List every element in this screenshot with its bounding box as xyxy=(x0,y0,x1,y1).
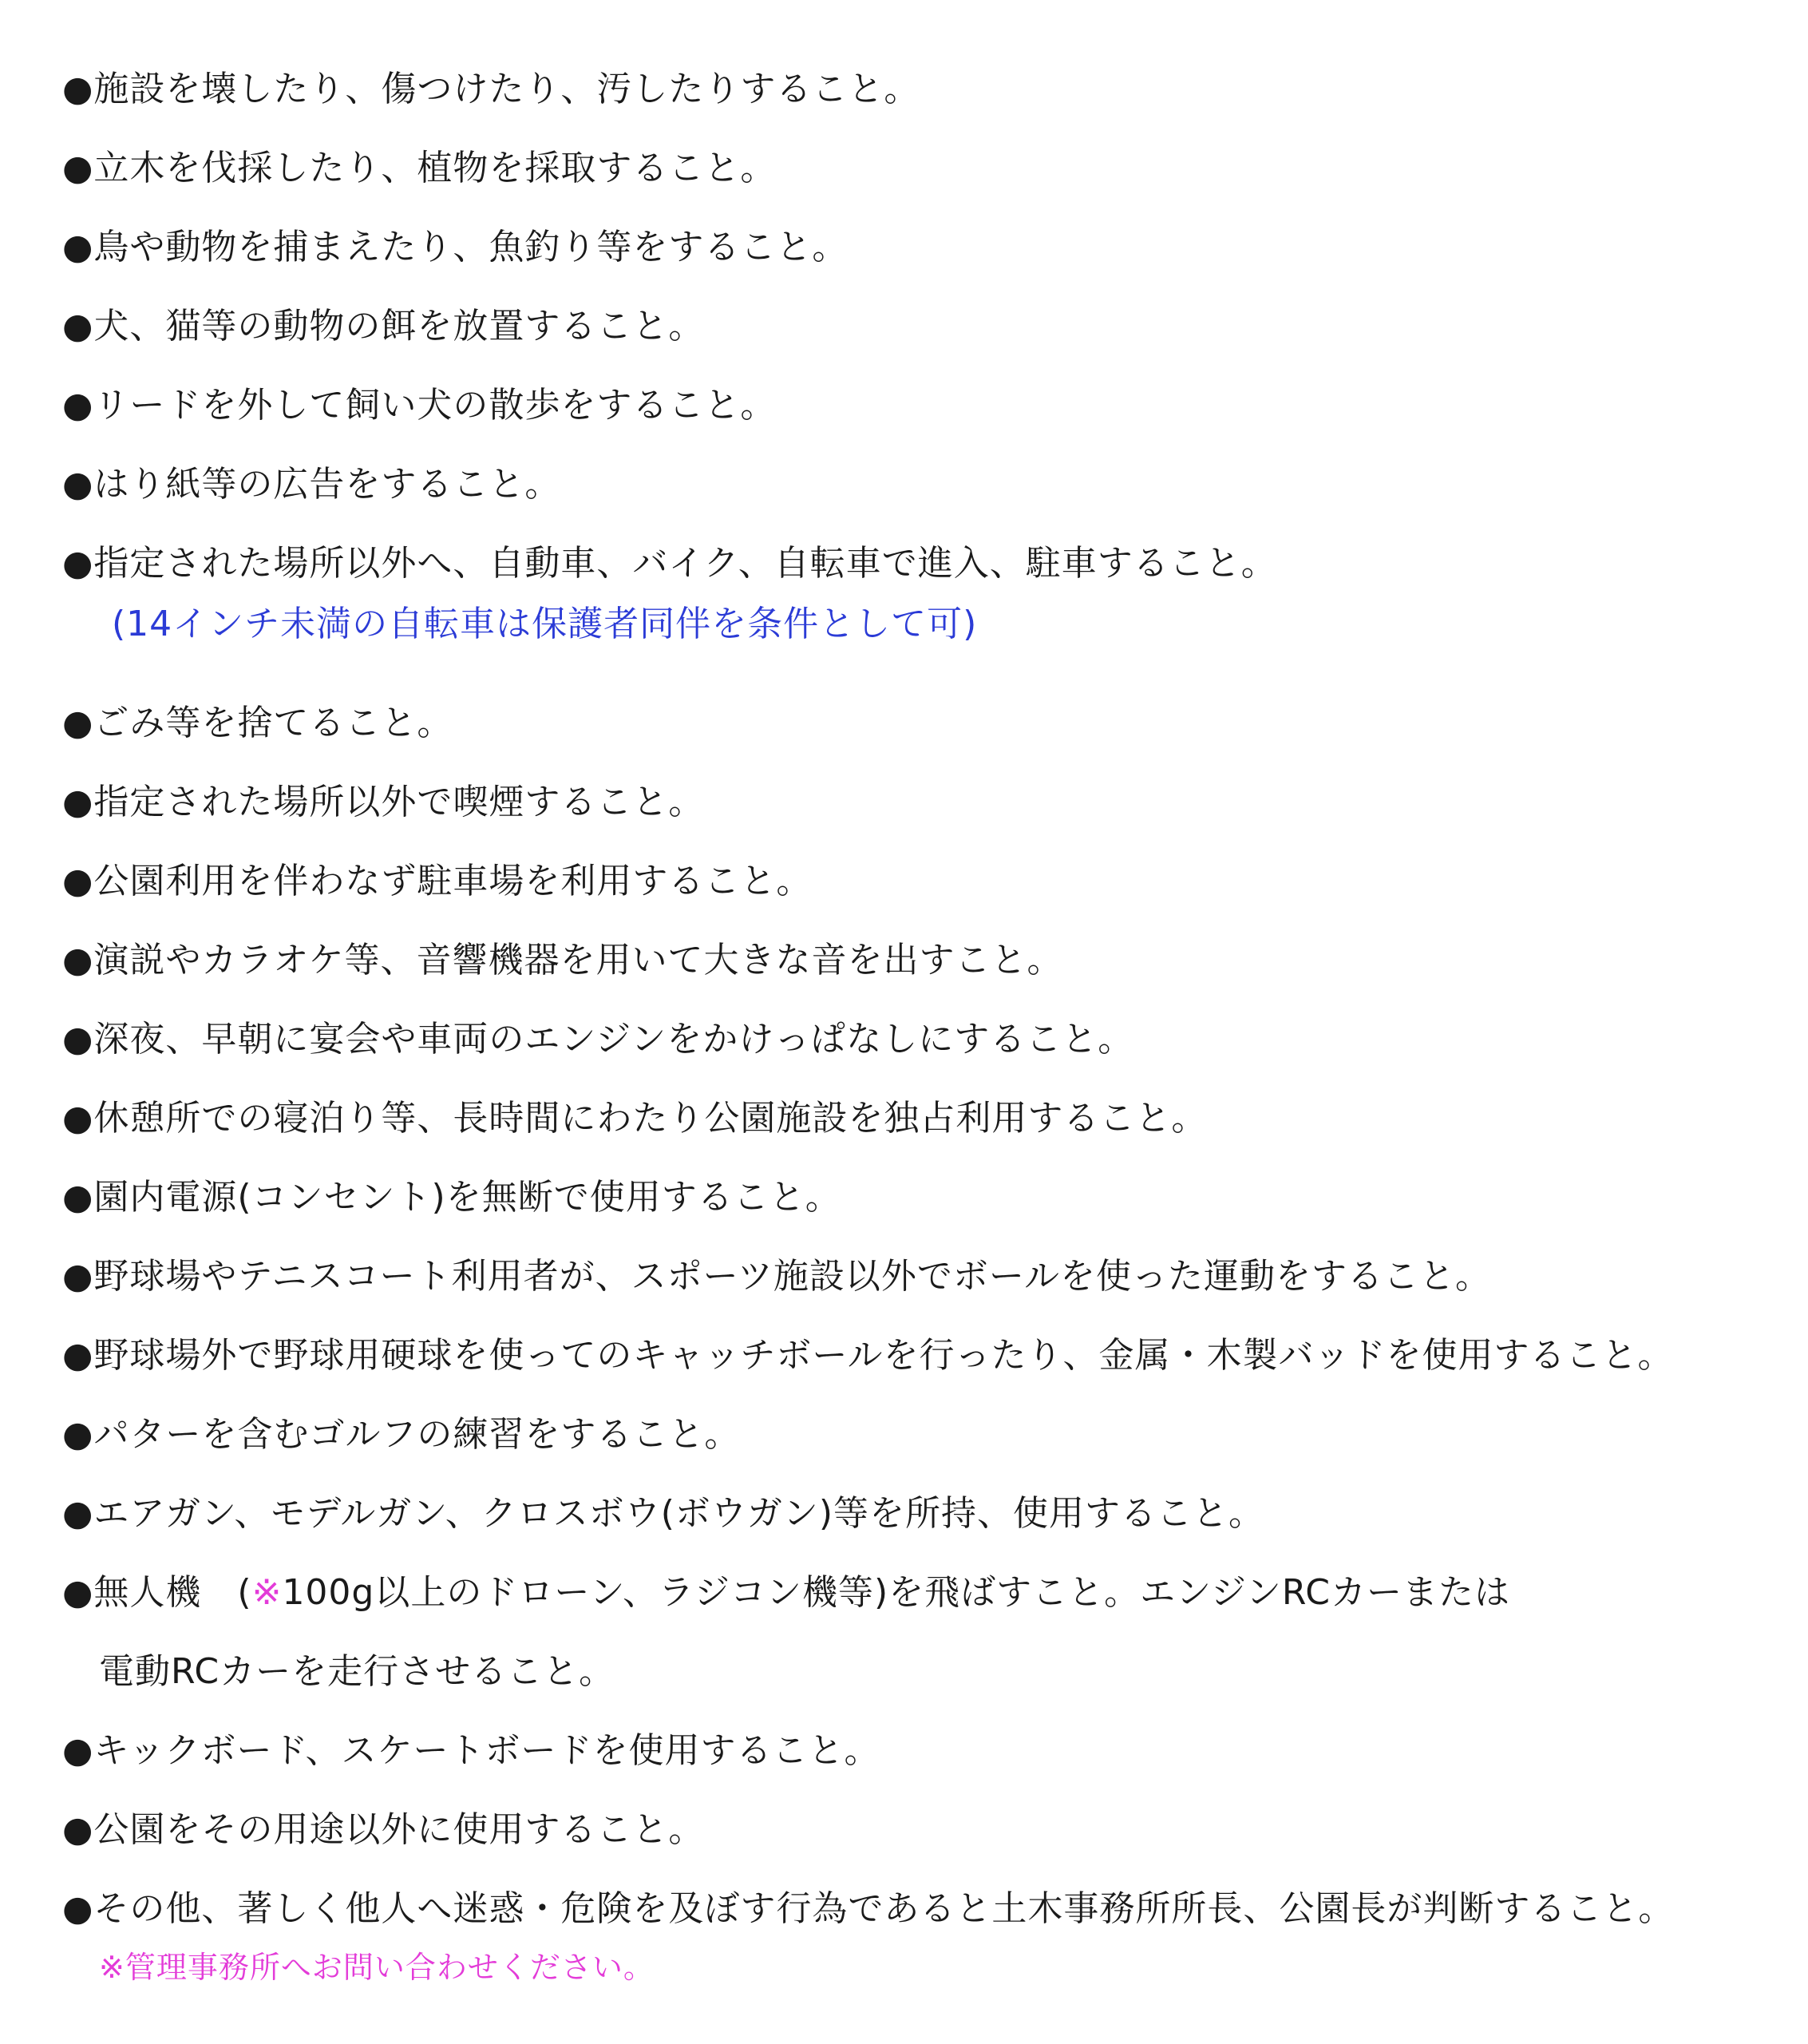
rule-item: ●パターを含むゴルフの練習をすること。 xyxy=(62,1414,741,1455)
rule-item: ●園内電源(コンセント)を無断で使用すること。 xyxy=(62,1177,841,1218)
rule-item: ●指定された場所以外へ、自動車、バイク、自転車で進入、駐車すること。 xyxy=(62,543,1277,584)
footnote: ※管理事務所へお問い合わせください。 xyxy=(99,1950,655,1985)
rule-item: ●施設を壊したり、傷つけたり、汚したりすること。 xyxy=(62,69,920,109)
rule-item: ●野球場やテニスコート利用者が、スポーツ施設以外でボールを使った運動をすること。 xyxy=(62,1256,1491,1297)
bicycle-note: (14インチ未満の自転車は保護者同伴を条件として可) xyxy=(112,604,978,644)
drone-rule xyxy=(62,1569,1510,1617)
drone-rule-text: 100g以上のドローン、ラジコン機等)を飛ばすこと。エンジンRCカーまたは xyxy=(282,1572,1511,1613)
rule-item: ●はり紙等の広告をすること。 xyxy=(62,464,561,505)
rule-item: ●公園利用を伴わなず駐車場を利用すること。 xyxy=(62,861,813,901)
drone-rule-continuation: 電動RCカーを走行させること。 xyxy=(99,1651,615,1692)
rule-item: ●公園をその用途以外に使用すること。 xyxy=(62,1809,705,1850)
drone-rule-prefix: ●無人機 ( xyxy=(62,1572,252,1613)
rule-item: ●キックボード、スケートボードを使用すること。 xyxy=(62,1730,880,1771)
rule-item: ●鳥や動物を捕まえたり、魚釣り等をすること。 xyxy=(62,227,849,267)
rule-item: ●立木を伐採したり、植物を採取すること。 xyxy=(62,148,777,188)
rule-item: ●ごみ等を捨てること。 xyxy=(62,703,453,743)
rule-item: ●指定された場所以外で喫煙すること。 xyxy=(62,782,705,822)
rule-item: ●演説やカラオケ等、音響機器を用いて大きな音を出すこと。 xyxy=(62,940,1063,980)
rule-item: ●野球場外で野球用硬球を使ってのキャッチボールを行ったり、金属・木製バッドを使用すること。 xyxy=(62,1335,1674,1376)
rule-item: ●エアガン、モデルガン、クロスボウ(ボウガン)等を所持、使用すること。 xyxy=(62,1493,1265,1534)
rule-item: ●その他、著しく他人へ迷惑・危険を及ぼす行為であると土木事務所所長、公園長が判断すること。 xyxy=(62,1888,1675,1929)
rule-item: ●休憩所での寝泊り等、長時間にわたり公園施設を独占利用すること。 xyxy=(62,1098,1208,1139)
rule-item: ●リードを外して飼い犬の散歩をすること。 xyxy=(62,385,777,426)
rule-item: ●犬、猫等の動物の餌を放置すること。 xyxy=(62,306,705,347)
rule-item: ●深夜、早朝に宴会や車両のエンジンをかけっぱなしにすること。 xyxy=(62,1019,1134,1060)
drone-rule-mark: ※ xyxy=(251,1572,283,1613)
